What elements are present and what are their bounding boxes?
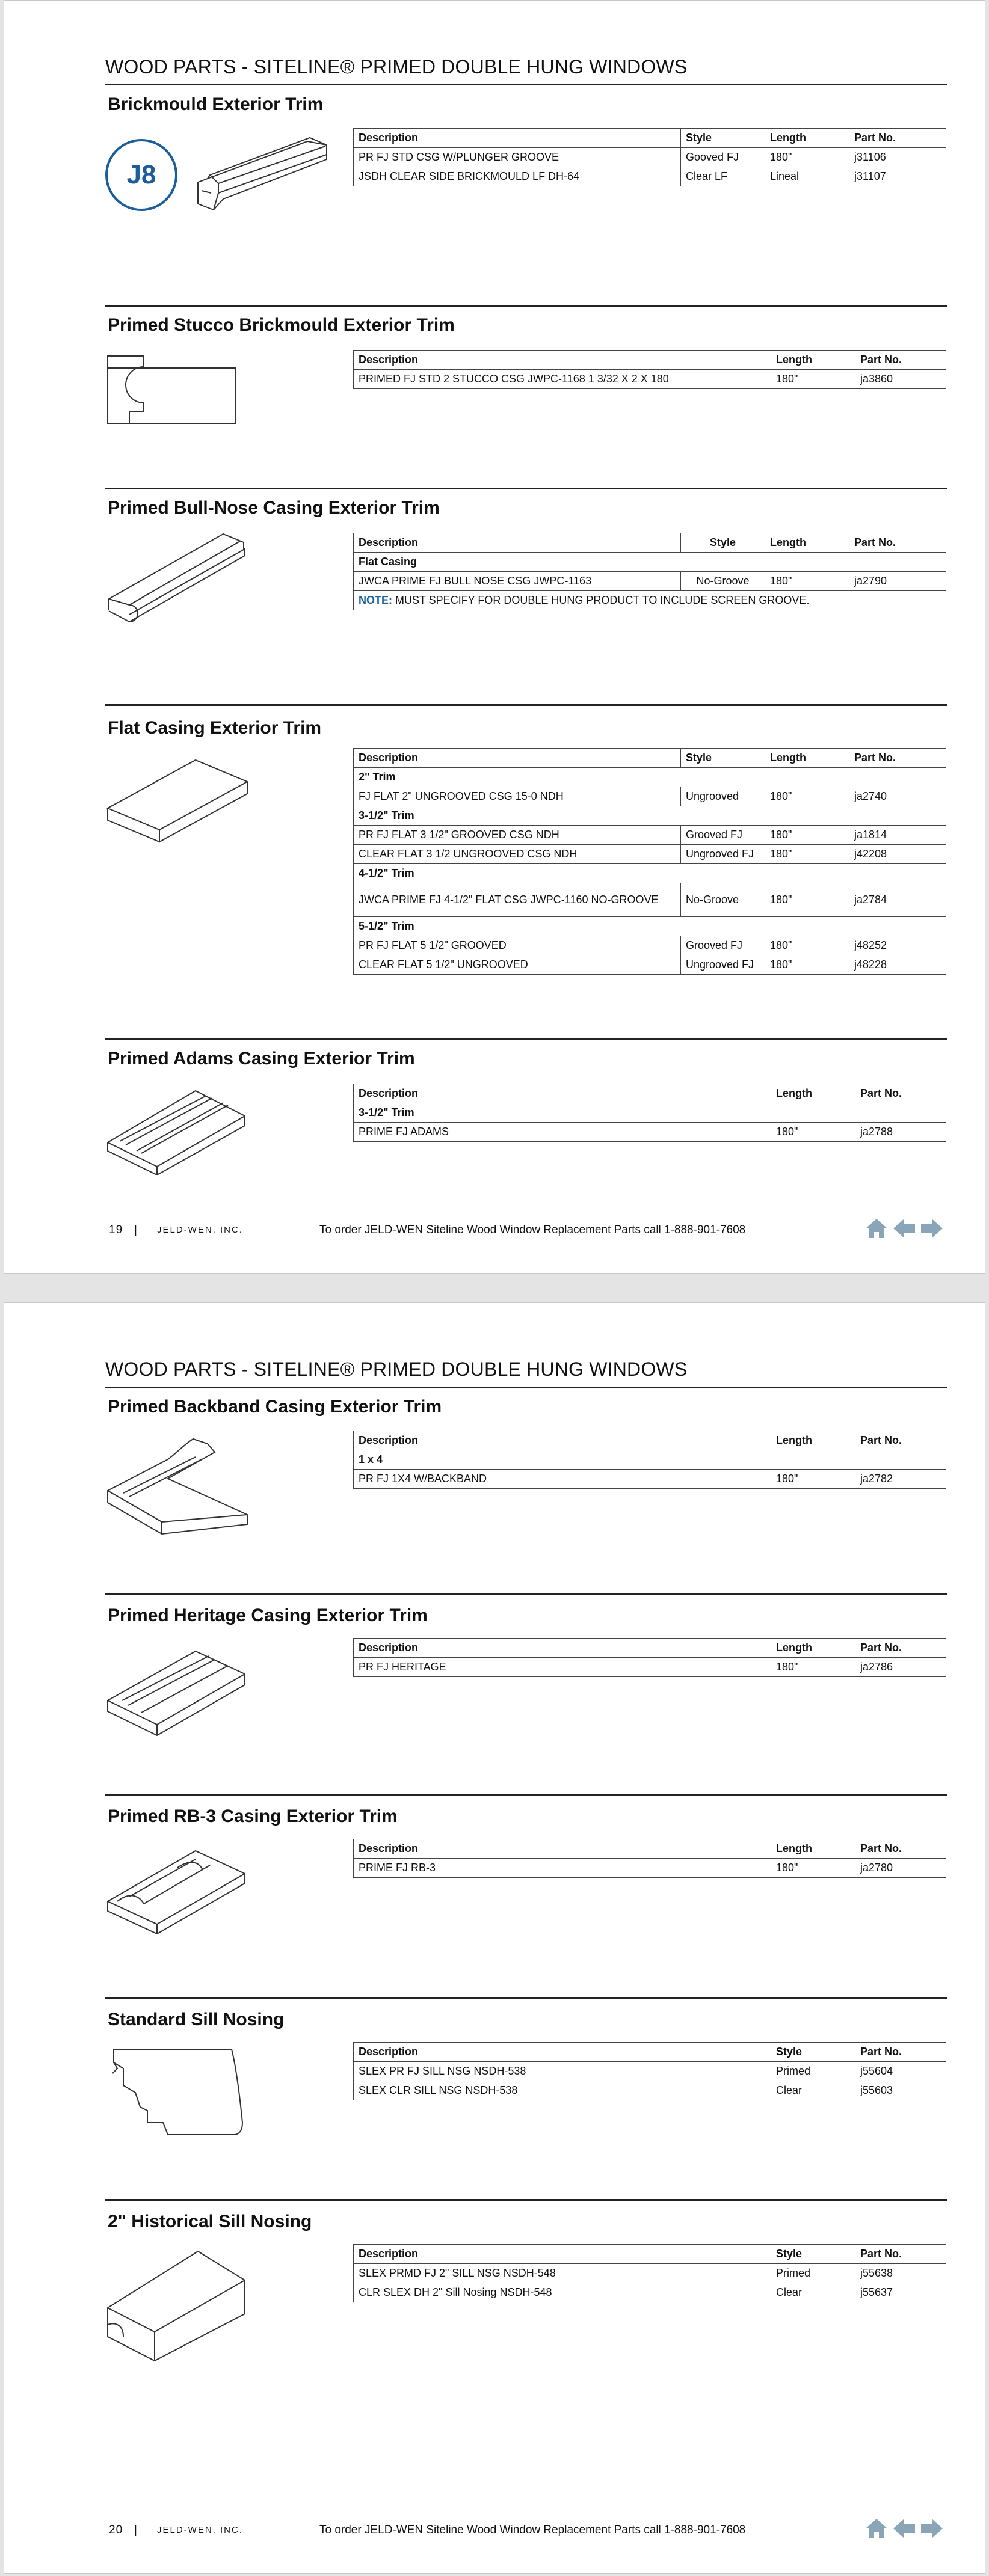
cell-style: No-Groove xyxy=(681,883,765,917)
col-length: Length xyxy=(771,1431,855,1450)
flat-casing-profile-drawing xyxy=(105,754,250,844)
note-text: MUST SPECIFY FOR DOUBLE HUNG PRODUCT TO INCLUDE SCREEN GROOVE. xyxy=(392,594,810,606)
section-backband-casing xyxy=(105,1393,947,1574)
section-title: Primed Stucco Brickmould Exterior Trim xyxy=(108,315,455,335)
table-row xyxy=(354,1658,946,1677)
cell-part-no: ja1814 xyxy=(849,826,946,845)
col-length: Length xyxy=(771,1839,855,1859)
cell-description: PR FJ FLAT 5 1/2" GROOVED xyxy=(354,936,681,955)
table-row xyxy=(354,1859,946,1878)
col-part-no: Part No. xyxy=(849,749,946,768)
col-description: Description xyxy=(354,1639,771,1658)
cell-part-no: ja2788 xyxy=(855,1123,946,1142)
col-style: Style xyxy=(771,2043,855,2062)
cell-length: 180" xyxy=(765,845,849,864)
parts-table xyxy=(353,350,946,389)
group-label: 5-1/2" Trim xyxy=(354,917,946,936)
series-badge: J8 xyxy=(105,139,177,211)
section-bull-nose-casing xyxy=(105,488,947,680)
cell-length: 180" xyxy=(765,787,849,806)
section-standard-sill-nosing xyxy=(105,1997,947,2177)
cell-style: No-Groove xyxy=(681,572,765,591)
table-group-row xyxy=(354,1103,946,1123)
cell-part-no: j55604 xyxy=(855,2062,946,2081)
cell-description: JSDH CLEAR SIDE BRICKMOULD LF DH-64 xyxy=(354,167,681,186)
col-style: Style xyxy=(681,129,765,148)
col-description: Description xyxy=(354,1084,771,1103)
cell-length: 180" xyxy=(765,955,849,975)
cell-length: 180" xyxy=(771,1470,855,1489)
table-row xyxy=(354,955,946,975)
col-description: Description xyxy=(354,129,681,148)
note-cell xyxy=(354,591,946,610)
table-row xyxy=(354,148,946,167)
cell-description: SLEX CLR SILL NSG NSDH-538 xyxy=(354,2081,771,2100)
cell-description: SLEX PR FJ SILL NSG NSDH-538 xyxy=(354,2062,771,2081)
col-description: Description xyxy=(354,1431,771,1450)
cell-style: Clear xyxy=(771,2283,855,2302)
cell-style: Ungrooved FJ xyxy=(681,955,765,975)
cell-description: PRIMED FJ STD 2 STUCCO CSG JWPC-1168 1 3/32 X 2 X 180 xyxy=(354,370,771,389)
cell-description: PR FJ STD CSG W/PLUNGER GROOVE xyxy=(354,148,681,167)
note-label: NOTE: xyxy=(359,594,392,606)
table-group-row xyxy=(354,806,946,826)
catalog-page-19 xyxy=(4,0,985,1274)
group-label: Flat Casing xyxy=(354,553,946,572)
group-label: 2" Trim xyxy=(354,768,946,787)
cell-description: CLEAR FLAT 5 1/2" UNGROOVED xyxy=(354,955,681,975)
cell-description: PRIME FJ RB-3 xyxy=(354,1859,771,1878)
company-name: JELD-WEN, INC. xyxy=(157,2525,244,2535)
cell-description: PR FJ HERITAGE xyxy=(354,1658,771,1677)
table-row xyxy=(354,2081,946,2100)
table-row xyxy=(354,2264,946,2283)
table-row xyxy=(354,1123,946,1142)
table-row xyxy=(354,787,946,806)
arrow-left-icon[interactable] xyxy=(892,1218,916,1239)
section-title: Flat Casing Exterior Trim xyxy=(108,718,322,738)
historical-sill-nosing-profile-drawing xyxy=(105,2246,250,2361)
col-description: Description xyxy=(354,749,681,768)
table-group-row xyxy=(354,553,946,572)
cell-part-no: ja2782 xyxy=(855,1470,946,1489)
cell-style: Clear xyxy=(771,2081,855,2100)
col-part-no: Part No. xyxy=(855,1084,946,1103)
parts-table xyxy=(353,1839,946,1878)
order-info: To order JELD-WEN Siteline Wood Window Replacement Parts call 1-888-901-7608 xyxy=(319,2524,746,2536)
page-header: WOOD PARTS - SITELINE® PRIMED DOUBLE HUNG WINDOWS xyxy=(105,1358,947,1388)
col-part-no: Part No. xyxy=(855,351,946,370)
col-part-no: Part No. xyxy=(855,2043,946,2062)
col-description: Description xyxy=(354,533,681,553)
bull-nose-profile-drawing xyxy=(105,532,250,628)
table-row xyxy=(354,370,946,389)
adams-casing-profile-drawing xyxy=(105,1085,250,1175)
cell-style: Grooved FJ xyxy=(681,826,765,845)
col-description: Description xyxy=(354,1839,771,1859)
col-length: Length xyxy=(771,1084,855,1103)
col-description: Description xyxy=(354,351,771,370)
section-rb3-casing xyxy=(105,1794,947,1974)
cell-part-no: j42208 xyxy=(849,845,946,864)
backband-profile-drawing xyxy=(105,1435,250,1538)
cell-part-no: j48252 xyxy=(849,936,946,955)
order-info: To order JELD-WEN Siteline Wood Window Replacement Parts call 1-888-901-7608 xyxy=(319,1224,746,1236)
col-style: Style xyxy=(771,2245,855,2264)
table-row xyxy=(354,845,946,864)
cell-part-no: j55638 xyxy=(855,2264,946,2283)
section-flat-casing xyxy=(105,704,947,1017)
col-part-no: Part No. xyxy=(855,1639,946,1658)
parts-table xyxy=(353,533,946,610)
page-nav xyxy=(864,2518,944,2539)
cell-style: Clear LF xyxy=(681,167,765,186)
col-style: Style xyxy=(681,749,765,768)
cell-part-no: ja2790 xyxy=(849,572,946,591)
col-part-no: Part No. xyxy=(849,129,946,148)
section-brickmould xyxy=(105,91,947,247)
group-label: 1 x 4 xyxy=(354,1450,946,1470)
page-number: 20 | xyxy=(109,2524,138,2536)
col-part-no: Part No. xyxy=(855,1431,946,1450)
page-number: 19 | xyxy=(109,1224,138,1236)
table-group-row xyxy=(354,768,946,787)
table-group-row xyxy=(354,1450,946,1470)
col-description: Description xyxy=(354,2245,771,2264)
page-header: WOOD PARTS - SITELINE® PRIMED DOUBLE HUNG WINDOWS xyxy=(105,56,947,85)
table-row xyxy=(354,572,946,591)
cell-length: 180" xyxy=(771,1658,855,1677)
parts-table xyxy=(353,1084,946,1142)
arrow-left-icon[interactable] xyxy=(892,2518,916,2539)
parts-table xyxy=(353,2244,946,2302)
cell-style: Gooved FJ xyxy=(681,148,765,167)
section-title: Primed Bull-Nose Casing Exterior Trim xyxy=(108,498,440,518)
section-heritage-casing xyxy=(105,1593,947,1773)
cell-length: 180" xyxy=(765,936,849,955)
table-row xyxy=(354,167,946,186)
col-style: Style xyxy=(681,533,765,553)
cell-part-no: ja2780 xyxy=(855,1859,946,1878)
cell-description: JWCA PRIME FJ BULL NOSE CSG JWPC-1163 xyxy=(354,572,681,591)
cell-length: 180" xyxy=(765,826,849,845)
cell-length: 180" xyxy=(765,883,849,917)
cell-description: JWCA PRIME FJ 4-1/2" FLAT CSG JWPC-1160 NO-GROOVE xyxy=(354,883,681,917)
home-icon[interactable] xyxy=(864,1218,889,1239)
cell-length: 180" xyxy=(765,572,849,591)
home-icon[interactable] xyxy=(864,2518,889,2539)
section-title: Primed Backband Casing Exterior Trim xyxy=(108,1397,442,1417)
table-row xyxy=(354,826,946,845)
table-row xyxy=(354,936,946,955)
col-length: Length xyxy=(765,533,849,553)
table-row xyxy=(354,2283,946,2302)
standard-sill-nosing-profile-drawing xyxy=(105,2044,250,2141)
parts-table xyxy=(353,2042,946,2100)
catalog-page-20 xyxy=(4,1302,985,2574)
table-row xyxy=(354,2062,946,2081)
section-title: Brickmould Exterior Trim xyxy=(108,94,324,114)
cell-description: PRIME FJ ADAMS xyxy=(354,1123,771,1142)
cell-description: PR FJ FLAT 3 1/2" GROOVED CSG NDH xyxy=(354,826,681,845)
cell-description: PR FJ 1X4 W/BACKBAND xyxy=(354,1470,771,1489)
cell-length: Lineal xyxy=(765,167,849,186)
cell-part-no: j31107 xyxy=(849,167,946,186)
parts-table xyxy=(353,1638,946,1677)
table-group-row xyxy=(354,917,946,936)
col-length: Length xyxy=(765,129,849,148)
cell-length: 180" xyxy=(771,1123,855,1142)
section-historical-sill-nosing xyxy=(105,2199,947,2379)
table-row xyxy=(354,883,946,917)
heritage-profile-drawing xyxy=(105,1643,250,1745)
cell-description: CLEAR FLAT 3 1/2 UNGROOVED CSG NDH xyxy=(354,845,681,864)
table-group-row xyxy=(354,864,946,883)
cell-style: Primed xyxy=(771,2062,855,2081)
parts-table xyxy=(353,748,946,975)
cell-part-no: ja3860 xyxy=(855,370,946,389)
group-label: 3-1/2" Trim xyxy=(354,1103,946,1123)
cell-style: Grooved FJ xyxy=(681,936,765,955)
cell-part-no: j55637 xyxy=(855,2283,946,2302)
cell-length: 180" xyxy=(765,148,849,167)
section-stucco-brickmould xyxy=(105,305,947,467)
section-title: Primed RB-3 Casing Exterior Trim xyxy=(108,1806,398,1826)
col-description: Description xyxy=(354,2043,771,2062)
rb3-profile-drawing xyxy=(105,1844,250,1946)
cell-style: Ungrooved xyxy=(681,787,765,806)
company-name: JELD-WEN, INC. xyxy=(157,1225,244,1235)
stucco-brickmould-profile-drawing xyxy=(105,354,244,432)
col-part-no: Part No. xyxy=(849,533,946,553)
section-title: 2" Historical Sill Nosing xyxy=(108,2212,312,2231)
table-note-row xyxy=(354,591,946,610)
cell-part-no: j31106 xyxy=(849,148,946,167)
group-label: 4-1/2" Trim xyxy=(354,864,946,883)
cell-part-no: ja2786 xyxy=(855,1658,946,1677)
col-length: Length xyxy=(771,1639,855,1658)
page-nav xyxy=(864,1218,944,1239)
cell-style: Primed xyxy=(771,2264,855,2283)
col-part-no: Part No. xyxy=(855,2245,946,2264)
cell-part-no: j55603 xyxy=(855,2081,946,2100)
cell-length: 180" xyxy=(771,370,855,389)
cell-description: CLR SLEX DH 2" Sill Nosing NSDH-548 xyxy=(354,2283,771,2302)
table-row xyxy=(354,1470,946,1489)
arrow-right-icon[interactable] xyxy=(920,2518,944,2539)
cell-style: Ungrooved FJ xyxy=(681,845,765,864)
section-title: Primed Adams Casing Exterior Trim xyxy=(108,1049,415,1069)
cell-part-no: ja2740 xyxy=(849,787,946,806)
cell-part-no: ja2784 xyxy=(849,883,946,917)
cell-length: 180" xyxy=(771,1859,855,1878)
brickmould-profile-drawing xyxy=(189,133,334,217)
group-label: 3-1/2" Trim xyxy=(354,806,946,826)
col-length: Length xyxy=(765,749,849,768)
cell-part-no: j48228 xyxy=(849,955,946,975)
col-length: Length xyxy=(771,351,855,370)
arrow-right-icon[interactable] xyxy=(920,1218,944,1239)
parts-table xyxy=(353,128,946,186)
cell-description: FJ FLAT 2" UNGROOVED CSG 15-0 NDH xyxy=(354,787,681,806)
section-title: Standard Sill Nosing xyxy=(108,2010,285,2029)
parts-table xyxy=(353,1431,946,1489)
cell-description: SLEX PRMD FJ 2" SILL NSG NSDH-548 xyxy=(354,2264,771,2283)
section-adams-casing xyxy=(105,1038,947,1195)
col-part-no: Part No. xyxy=(855,1839,946,1859)
section-title: Primed Heritage Casing Exterior Trim xyxy=(108,1605,428,1625)
